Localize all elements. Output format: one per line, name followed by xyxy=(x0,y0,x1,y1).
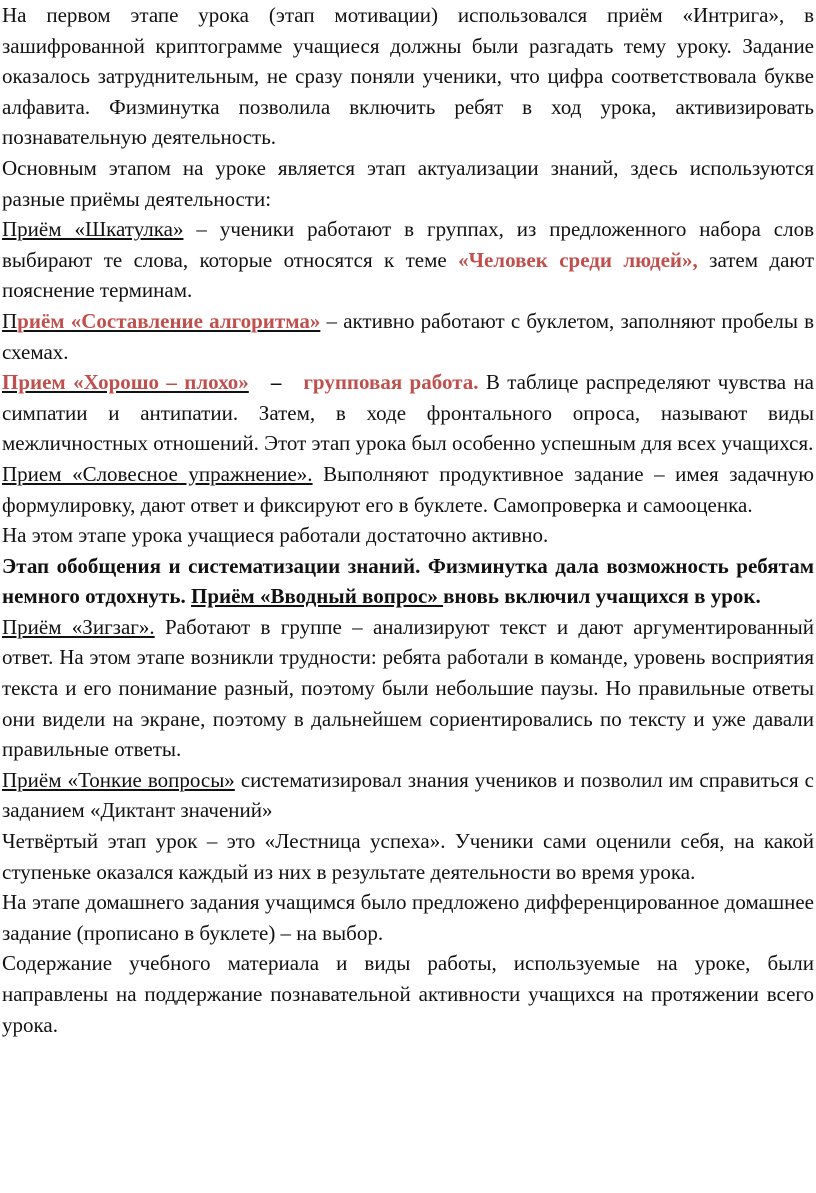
technique-label-shkatulka: Приём «Шкатулка» xyxy=(2,217,184,242)
paragraph-thin-questions xyxy=(2,765,814,826)
paragraph-zigzag xyxy=(2,612,814,765)
technique-label-zigzag: Приём «Зигзаг». xyxy=(2,614,155,639)
paragraph-text: Выполняют продуктивное задание – имея задачную формулировку, дают ответ и фиксируют его в буклете. Самопроверка и самооценка. xyxy=(2,461,814,517)
technique-label-good-bad: Прием «Хорошо – плохо» xyxy=(2,370,249,395)
paragraph-main-stage: Основным этапом на уроке является этап актуализации знаний, здесь используются разные приёмы деятельности: xyxy=(2,155,814,211)
paragraph-text: В таблице распределяют чувства на симпатии и антипатии. Затем, в ходе фронтального опроса, называют виды межличностных отношений. Этот этап урока был особенно успешным для всех учащихся. xyxy=(2,370,814,456)
paragraph-text: – активно работают с буклетом, заполняют пробелы в схемах. xyxy=(2,308,814,364)
paragraph-ladder: Четвёртый этап урок – это «Лестница успеха». Ученики сами оценили себя, на какой ступеньке оказался каждый из них в результате деятельности во время урока. xyxy=(2,829,814,884)
paragraph-shkatulka xyxy=(2,214,814,306)
highlight-group-work: групповая работа. xyxy=(303,370,479,395)
technique-label-intro-question: Приём «Вводный вопрос» xyxy=(190,584,444,609)
highlight-topic: «Человек среди людей», xyxy=(458,247,698,272)
technique-label-thin-questions: Приём «Тонкие вопросы» xyxy=(2,767,235,792)
dash: – xyxy=(248,370,304,395)
paragraph-conclusion: Содержание учебного материала и виды работы, используемые на уроке, были направлены на поддержание познавательной активности учащихся на протяжении всего урока. xyxy=(2,951,814,1037)
paragraph-motivation: На первом этапе урока (этап мотивации) использовался приём «Интрига», в зашифрованной криптограмме учащиеся должны были разгадать тему уроку. Задание оказалось затруднительным, не сразу поняли ученики, что цифра соответствовала букве алфавита. Физминутка позволила включить ребят в ход урока, активизировать познавательную деятельность. xyxy=(2,3,814,150)
paragraph-text: систематизировал знания учеников и позволил им справиться с заданием «Диктант значений» xyxy=(2,767,814,823)
technique-label-verbal: Прием «Словесное упражнение». xyxy=(2,461,313,486)
paragraph-text: Этап обобщения и систематизации знаний. Физминутка дала возможность ребятам немного отдохнуть. xyxy=(2,553,814,609)
first-letter: П xyxy=(2,308,18,333)
technique-label-algorithm: риём «Составление алгоритма» xyxy=(17,308,321,333)
paragraph-homework: На этапе домашнего задания учащимся было предложено дифференцированное домашнее задание (прописано в буклете) – на выбор. xyxy=(2,890,814,945)
paragraph-good-bad xyxy=(2,367,814,459)
paragraph-algorithm xyxy=(2,306,814,367)
paragraph-text: вновь включил учащихся в урок. xyxy=(443,584,761,609)
paragraph-text: Работают в группе – анализируют текст и дают аргументированный ответ. На этом этапе возникли трудности: ребята работали в команде, уровень восприятия текста и его понимание разный, поэтому были небольшие паузы. Но правильные ответы они видели на экране, поэтому в дальнейшем сориентировались по тексту и уже давали правильные ответы. xyxy=(2,614,814,762)
paragraph-text: – ученики работают в группах, из предложенного набора слов выбирают те слова, которые относятся к теме xyxy=(2,217,814,272)
paragraph-verbal-exercise xyxy=(2,459,814,520)
paragraph-text: затем дают пояснение терминам. xyxy=(2,247,814,303)
paragraph-active: На этом этапе урока учащиеся работали достаточно активно. xyxy=(2,523,549,548)
paragraph-generalization xyxy=(2,551,814,612)
